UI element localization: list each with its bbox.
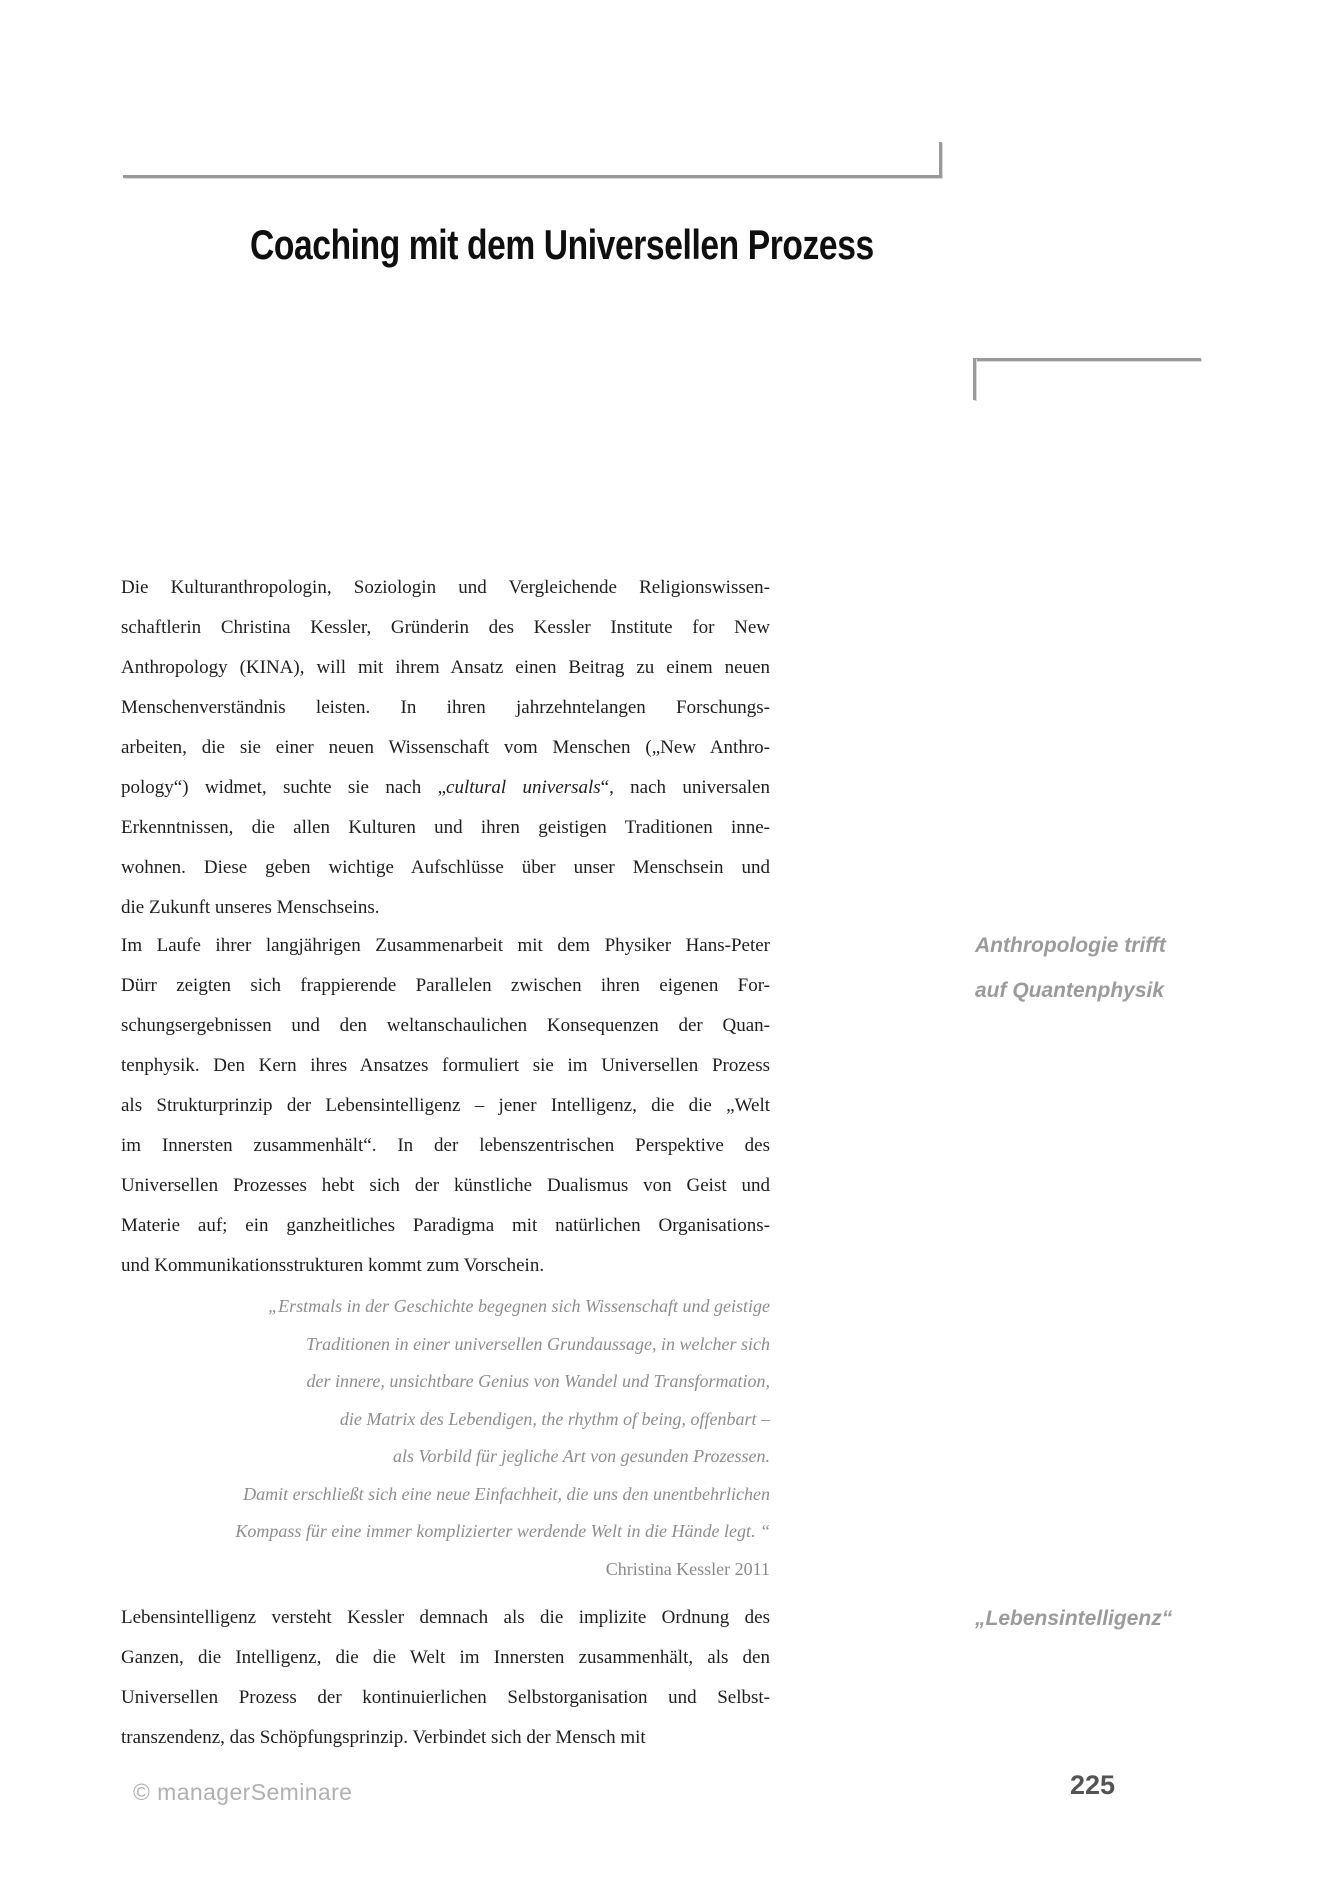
footer-copyright: © managerSeminare (133, 1779, 353, 1805)
text-line (121, 568, 770, 608)
text-segment: Die Kulturanthropologin, Soziologin und Vergleichende Religionswissen- (121, 577, 770, 598)
quote-block (154, 1288, 770, 1588)
text-line (121, 848, 770, 888)
quote-line: als Vorbild für jegliche Art von gesunden Prozessen. (393, 1446, 770, 1466)
text-segment: und Kommunikationsstrukturen kommt zum Vorschein. (121, 1255, 545, 1276)
body-paragraph-3 (121, 1598, 770, 1758)
quote-line: Damit erschließt sich eine neue Einfachheit, die uns den unentbehrlichen (243, 1483, 770, 1504)
text-segment: tenphysik. Den Kern ihres Ansatzes formuliert sie im Universellen Prozess (121, 1055, 770, 1076)
text-line (121, 1246, 770, 1286)
text-line (121, 1206, 770, 1246)
subtitle-rule-tick (973, 358, 976, 400)
text-segment: Erkenntnissen, die allen Kulturen und ihren geistigen Traditionen inne- (121, 817, 770, 838)
text-line (121, 926, 770, 966)
text-line (121, 1718, 770, 1758)
margin-note-line: Anthropologie trifft (975, 934, 1166, 957)
text-line (121, 648, 770, 688)
text-line (121, 1166, 770, 1206)
quote-line: der innere, unsichtbare Genius von Wandel und Transformation, (306, 1371, 770, 1391)
text-line (121, 1598, 770, 1638)
text-line (121, 808, 770, 848)
text-segment: pology“) widmet, suchte sie nach „ (121, 777, 447, 798)
text-segment: Ganzen, die Intelligenz, die die Welt im Innersten zusammenhält, als den (121, 1647, 770, 1668)
text-segment: als Strukturprinzip der Lebensintelligenz – jener Intelligenz, die die „Welt (121, 1095, 770, 1116)
text-segment: transzendenz, das Schöpfungsprinzip. Verbindet sich der Mensch mit (121, 1727, 646, 1748)
margin-note-lebensintelligenz (975, 1596, 1225, 1641)
quote-line: Traditionen in einer universellen Grundaussage, in welcher sich (306, 1333, 770, 1354)
text-segment: im Innersten zusammenhält“. In der lebenszentrischen Perspektive des (121, 1135, 770, 1156)
text-segment: wohnen. Diese geben wichtige Aufschlüsse über unser Menschsein und (121, 857, 770, 878)
text-segment: die Zukunft unseres Menschseins. (121, 897, 380, 918)
text-segment: Materie auf; ein ganzheitliches Paradigma mit natürlichen Organisations- (121, 1215, 770, 1236)
text-line (121, 1126, 770, 1166)
margin-note-anthropologie (975, 923, 1225, 1013)
text-segment: Universellen Prozesses hebt sich der künstliche Dualismus von Geist und (121, 1175, 770, 1196)
text-line (121, 966, 770, 1006)
quote-attribution: Christina Kessler 2011 (605, 1558, 770, 1579)
italic-text-segment: cultural universals (446, 777, 601, 798)
quote-line: Kompass für eine immer komplizierter werdende Welt in die Hände legt. “ (235, 1521, 770, 1541)
text-line (121, 1638, 770, 1678)
text-segment: Lebensintelligenz versteht Kessler demnach als die implizite Ordnung des (121, 1607, 770, 1628)
page-title: Coaching mit dem Universellen Prozess (250, 221, 874, 269)
text-segment: Universellen Prozess der kontinuierlichen Selbstorganisation und Selbst- (121, 1687, 770, 1708)
text-line (121, 608, 770, 648)
text-segment: schungsergebnissen und den weltanschaulichen Konsequenzen der Quan- (121, 1015, 770, 1036)
subtitle-rule (973, 358, 1201, 361)
body-paragraph-2 (121, 926, 770, 1286)
margin-note-line: auf Quantenphysik (975, 979, 1165, 1002)
page-number: 225 (1070, 1770, 1116, 1800)
text-line (121, 688, 770, 728)
text-line (121, 1086, 770, 1126)
text-segment: Dürr zeigten sich frappierende Parallelen zwischen ihren eigenen For- (121, 975, 770, 996)
top-rule-tick (939, 142, 942, 178)
text-line (121, 888, 770, 928)
body-paragraph-1 (121, 568, 770, 928)
text-line (121, 1678, 770, 1718)
quote-lines (154, 1288, 770, 1551)
text-segment: Im Laufe ihrer langjährigen Zusammenarbeit mit dem Physiker Hans-Peter (121, 935, 770, 956)
text-segment: schaftlerin Christina Kessler, Gründerin des Kessler Institute for New (121, 617, 770, 638)
text-segment: “, nach universalen (600, 777, 770, 798)
quote-line: die Matrix des Lebendigen, the rhythm of being, offenbart – (339, 1408, 770, 1429)
text-line (121, 1006, 770, 1046)
text-line (121, 1046, 770, 1086)
text-segment: arbeiten, die sie einer neuen Wissenschaft vom Menschen („New Anthro- (121, 737, 770, 758)
text-segment: Anthropology (KINA), will mit ihrem Ansatz einen Beitrag zu einem neuen (121, 657, 770, 678)
text-line (121, 768, 770, 808)
quote-line: „Erstmals in der Geschichte begegnen sich Wissenschaft und geistige (268, 1296, 770, 1316)
text-segment: Menschenverständnis leisten. In ihren jahrzehntelangen Forschungs- (121, 697, 770, 718)
text-line (121, 728, 770, 768)
top-rule (123, 175, 941, 178)
margin-note-line: „Lebensintelligenz“ (975, 1607, 1173, 1630)
